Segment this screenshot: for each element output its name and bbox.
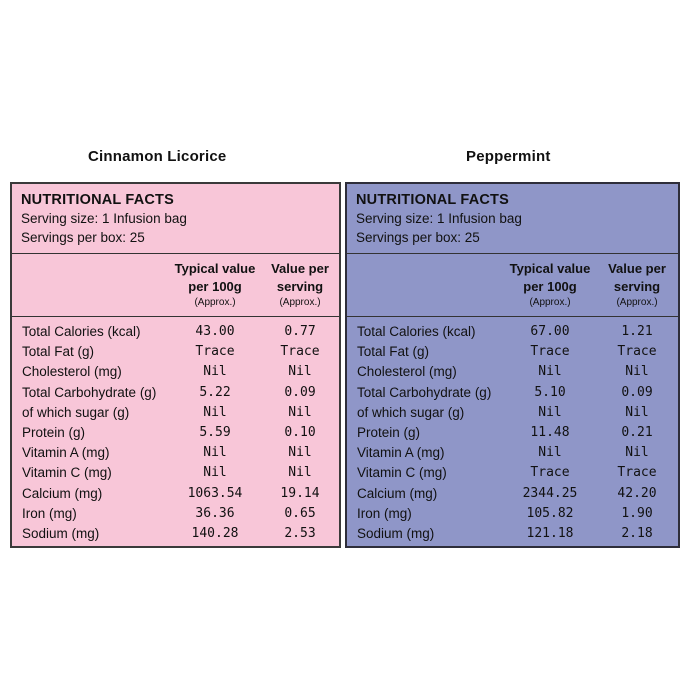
value-per-serving: 42.20: [617, 485, 657, 501]
value-per-serving: 1.90: [621, 505, 653, 521]
value-per-serving: Trace: [280, 344, 320, 360]
value-per-100g: 5.22: [199, 384, 231, 400]
value-per-100g: Nil: [203, 465, 227, 481]
nutrient-row: [12, 463, 339, 483]
nutrition-heading: NUTRITIONAL FACTS: [356, 192, 509, 208]
value-per-100g: Nil: [538, 445, 562, 461]
servings-per-box: Servings per box: 25: [21, 230, 145, 245]
nutrient-row: [347, 383, 678, 403]
nutrient-name: Calcium (mg): [22, 485, 103, 501]
value-per-serving: Nil: [625, 445, 649, 461]
value-per-serving: Nil: [288, 364, 312, 380]
value-per-100g: Trace: [195, 344, 235, 360]
value-per-serving: Nil: [625, 404, 649, 420]
value-per-100g: 36.36: [195, 505, 235, 521]
column-header-note: (Approx.): [194, 297, 236, 308]
nutrition-heading: NUTRITIONAL FACTS: [21, 192, 174, 208]
column-header-note: (Approx.): [529, 297, 571, 308]
nutrient-name: Vitamin A (mg): [357, 445, 445, 461]
column-header-per-serving: [601, 260, 673, 310]
nutrient-row: [12, 342, 339, 362]
nutrient-name: Protein (g): [357, 424, 421, 440]
nutrient-name: Iron (mg): [22, 505, 77, 521]
value-per-100g: Nil: [203, 404, 227, 420]
value-per-serving: 0.21: [621, 424, 653, 440]
nutrient-row: [12, 443, 339, 463]
value-per-serving: 0.09: [284, 384, 316, 400]
serving-size: Serving size: 1 Infusion bag: [356, 211, 522, 226]
value-per-serving: 0.77: [284, 324, 316, 339]
nutrient-row: [12, 423, 339, 443]
value-per-100g: 140.28: [191, 525, 239, 541]
nutrient-row: [12, 322, 339, 342]
value-per-100g: 1063.54: [187, 485, 243, 501]
nutrient-row: [347, 362, 678, 382]
value-per-100g: Nil: [203, 445, 227, 461]
panel-header: [12, 184, 339, 254]
nutrient-row: [347, 504, 678, 524]
nutrient-rows: [347, 317, 678, 544]
nutrient-row: [347, 403, 678, 423]
value-per-serving: Nil: [625, 364, 649, 380]
column-header-label: Typical value per 100g: [509, 261, 591, 294]
value-per-100g: 67.00: [530, 324, 570, 339]
nutrient-rows: [12, 317, 339, 544]
value-per-100g: 11.48: [530, 424, 570, 440]
nutrient-name: Sodium (mg): [357, 525, 435, 541]
nutrient-name: Cholesterol (mg): [357, 364, 457, 380]
column-header-note: (Approx.): [616, 297, 658, 308]
nutrient-name: of which sugar (g): [357, 404, 465, 420]
nutrient-row: [347, 443, 678, 463]
nutrient-name: Iron (mg): [357, 505, 412, 521]
panel-header: [347, 184, 678, 254]
nutrient-row: [12, 403, 339, 423]
nutrient-name: Vitamin C (mg): [357, 465, 447, 481]
nutrient-name: Calcium (mg): [357, 485, 438, 501]
nutrient-name: Cholesterol (mg): [22, 364, 122, 380]
value-per-100g: Nil: [538, 364, 562, 380]
nutrition-panel-peppermint: [345, 182, 680, 548]
column-header-per-serving: [264, 260, 336, 310]
nutrient-name: Total Fat (g): [22, 344, 95, 360]
value-per-100g: Nil: [538, 404, 562, 420]
nutrient-name: Vitamin A (mg): [22, 445, 110, 461]
column-header-note: (Approx.): [279, 297, 321, 308]
nutrient-name: Total Calories (kcal): [357, 324, 476, 339]
column-headers: [347, 254, 678, 317]
nutrient-row: [347, 322, 678, 342]
value-per-100g: 5.59: [199, 424, 231, 440]
nutrient-name: Total Carbohydrate (g): [22, 384, 157, 400]
value-per-100g: 121.18: [526, 525, 574, 541]
column-header-label: Value per serving: [608, 261, 666, 294]
serving-size: Serving size: 1 Infusion bag: [21, 211, 187, 226]
nutrient-row: [12, 504, 339, 524]
nutrient-name: Total Calories (kcal): [22, 324, 141, 339]
nutrient-row: [347, 342, 678, 362]
value-per-serving: 1.21: [621, 324, 653, 339]
value-per-serving: 2.53: [284, 525, 316, 541]
column-header-label: Value per serving: [271, 261, 329, 294]
value-per-100g: 43.00: [195, 324, 235, 339]
nutrient-row: [12, 484, 339, 504]
nutrient-name: Protein (g): [22, 424, 86, 440]
nutrient-row: [12, 362, 339, 382]
nutrient-row: [12, 383, 339, 403]
column-headers: [12, 254, 339, 317]
nutrient-name: of which sugar (g): [22, 404, 130, 420]
nutrient-row: [347, 423, 678, 443]
value-per-100g: 105.82: [526, 505, 574, 521]
product-title-peppermint: Peppermint: [466, 148, 551, 165]
value-per-serving: 2.18: [621, 525, 653, 541]
value-per-serving: 19.14: [280, 485, 320, 501]
value-per-serving: 0.09: [621, 384, 653, 400]
value-per-100g: 2344.25: [522, 485, 578, 501]
value-per-100g: 5.10: [534, 384, 566, 400]
nutrient-name: Total Fat (g): [357, 344, 430, 360]
nutrient-row: [12, 524, 339, 544]
value-per-serving: Nil: [288, 465, 312, 481]
nutrient-row: [347, 463, 678, 483]
product-title-cinnamon-licorice: Cinnamon Licorice: [88, 148, 227, 165]
value-per-serving: 0.10: [284, 424, 316, 440]
column-header-per-100g: [495, 260, 605, 310]
value-per-serving: Nil: [288, 404, 312, 420]
nutrition-panel-cinnamon-licorice: [10, 182, 341, 548]
nutrient-row: [347, 524, 678, 544]
servings-per-box: Servings per box: 25: [356, 230, 480, 245]
value-per-100g: Trace: [530, 344, 570, 360]
value-per-serving: Trace: [617, 344, 657, 360]
value-per-serving: 0.65: [284, 505, 316, 521]
value-per-100g: Trace: [530, 465, 570, 481]
nutrient-row: [347, 484, 678, 504]
column-header-per-100g: [160, 260, 270, 310]
nutrient-name: Vitamin C (mg): [22, 465, 112, 481]
value-per-serving: Nil: [288, 445, 312, 461]
value-per-serving: Trace: [617, 465, 657, 481]
nutrient-name: Total Carbohydrate (g): [357, 384, 492, 400]
nutrient-name: Sodium (mg): [22, 525, 100, 541]
value-per-100g: Nil: [203, 364, 227, 380]
column-header-label: Typical value per 100g: [174, 261, 256, 294]
